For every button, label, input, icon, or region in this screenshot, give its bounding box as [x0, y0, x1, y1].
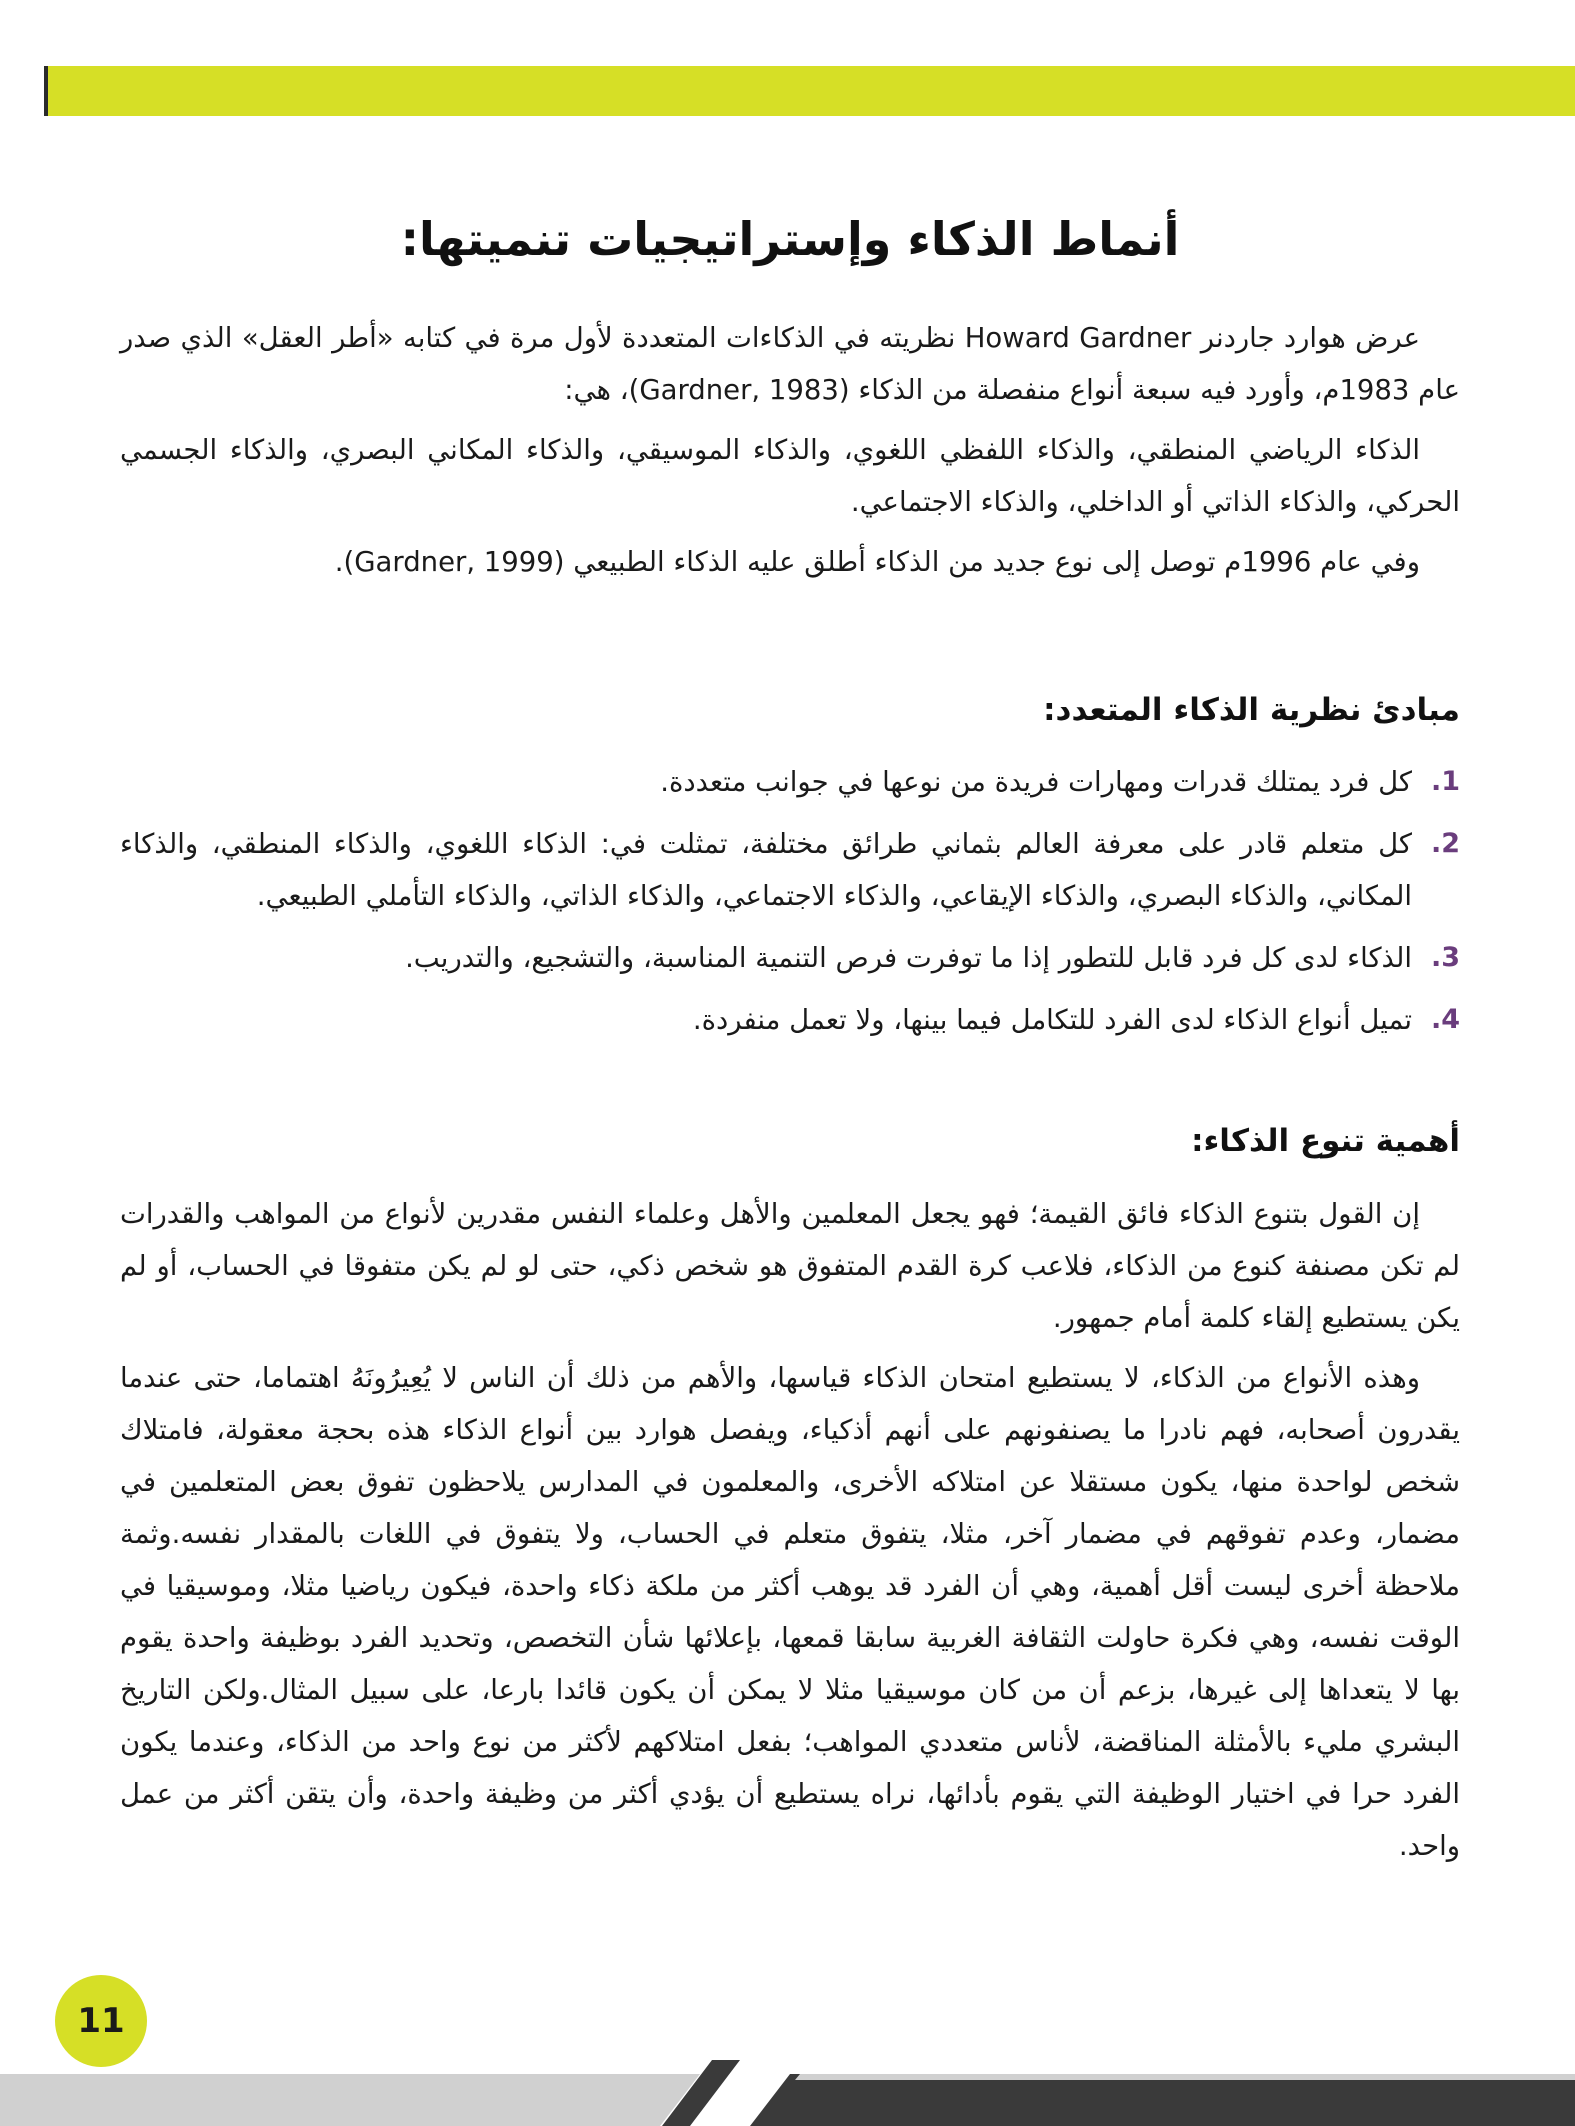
list-item-text: الذكاء لدى كل فرد قابل للتطور إذا ما توفرت فرص التنمية المناسبة، والتشجيع، والتدريب. [405, 942, 1412, 974]
intro-paragraph-3: وفي عام 1996م توصل إلى نوع جديد من الذكاء أطلق عليه الذكاء الطبيعي (Gardner, 1999). [334, 546, 1420, 578]
page-title: أنماط الذكاء وإستراتيجيات تنميتها: [400, 212, 1180, 266]
intro-section [120, 312, 1460, 596]
list-item-number: 3. [1430, 942, 1460, 973]
list-item-number: 2. [1430, 828, 1460, 859]
importance-section [120, 1188, 1460, 1880]
footer-light-band [0, 2074, 700, 2126]
footer-dark-band-edge [795, 2074, 1575, 2080]
intro-paragraph-2: الذكاء الرياضي المنطقي، والذكاء اللفظي اللغوي، والذكاء الموسيقي، والذكاء المكاني البصري، والذكاء الجسمي الحركي، والذكاء الذاتي أو الداخلي، والذكاء الاجتماعي. [120, 434, 1460, 518]
importance-heading: أهمية تنوع الذكاء: [1191, 1123, 1460, 1159]
page-content [120, 0, 1460, 2126]
intro-paragraph-1: عرض هوارد جاردنر Howard Gardner نظريته في الذكاءات المتعددة لأول مرة في كتابه «أطر العقل» الذي صدر عام 1983م، وأورد فيه سبعة أنواع منفصلة من الذكاء (Gardner, 1983)، هي: [120, 322, 1460, 406]
list-item [120, 756, 1460, 808]
footer-decoration [0, 2060, 1575, 2126]
principles-list [120, 756, 1460, 1056]
list-item [120, 994, 1460, 1046]
list-item [120, 932, 1460, 984]
principles-heading: مبادئ نظرية الذكاء المتعدد: [1043, 692, 1460, 728]
top-band-edge [44, 66, 48, 116]
importance-paragraph-1: إن القول بتنوع الذكاء فائق القيمة؛ فهو يجعل المعلمين والأهل وعلماء النفس مقدرين لأنواع من المواهب والقدرات لم تكن مصنفة كنوع من الذكاء، فلاعب كرة القدم المتفوق هو شخص ذكي، حتى لو لم يكن متفوقا في الحساب، أو لم يكن يستطيع إلقاء كلمة أمام جمهور. [120, 1198, 1460, 1334]
list-item-text: كل متعلم قادر على معرفة العالم بثماني طرائق مختلفة، تمثلت في: الذكاء اللغوي، والذكاء المنطقي، والذكاء المكاني، والذكاء البصري، والذكاء الإيقاعي، والذكاء الاجتماعي، والذكاء الذاتي، والذكاء التأملي الطبيعي. [120, 828, 1412, 912]
list-item-number: 1. [1430, 766, 1460, 797]
list-item-number: 4. [1430, 1004, 1460, 1035]
page-number-badge: 11 [55, 1975, 147, 2067]
list-item-text: تميل أنواع الذكاء لدى الفرد للتكامل فيما بينها، ولا تعمل منفردة. [692, 1004, 1412, 1036]
importance-paragraph-2: وهذه الأنواع من الذكاء، لا يستطيع امتحان الذكاء قياسها، والأهم من ذلك أن الناس لا يُعِيرُونَهُ اهتماما، حتى عندما يقدرون أصحابه، فهم نادرا ما يصنفونهم على أنهم أذكياء، ويفصل هوارد بين أنواع الذكاء هذه بحجة معقولة، فامتلاك شخص لواحدة منها، يكون مستقلا عن امتلاكه الأخرى، والمعلمون في المدارس يلاحظون تفوق بعض المتعلمين في مضمار، وعدم تفوقهم في مضمار آخر، مثلا، يتفوق متعلم في الحساب، ولا يتفوق في اللغات بالمقدار نفسه.وثمة ملاحظة أخرى ليست أقل أهمية، وهي أن الفرد قد يوهب أكثر من ملكة ذكاء واحدة، فيكون رياضيا مثلا، وموسيقيا في الوقت نفسه، وهي فكرة حاولت الثقافة الغربية سابقا قمعها، بإعلائها شأن التخصص، وتحديد الفرد بوظيفة واحدة يقوم بها لا يتعداها إلى غيرها، بزعم أن من كان موسيقيا مثلا لا يمكن أن يكون قائدا بارعا، على سبيل المثال.ولكن التاريخ البشري مليء بالأمثلة المناقضة، لأناس متعددي المواهب؛ بفعل امتلاكهم لأكثر من نوع واحد من الذكاء، وعندما يكون الفرد حرا في اختيار الوظيفة التي يقوم بأدائها، نراه يستطيع أن يؤدي أكثر من وظيفة واحدة، وأن يتقن أكثر من عمل واحد. [120, 1362, 1460, 1862]
footer-dark-band [750, 2074, 1575, 2126]
list-item [120, 818, 1460, 922]
list-item-text: كل فرد يمتلك قدرات ومهارات فريدة من نوعها في جوانب متعددة. [660, 766, 1412, 798]
